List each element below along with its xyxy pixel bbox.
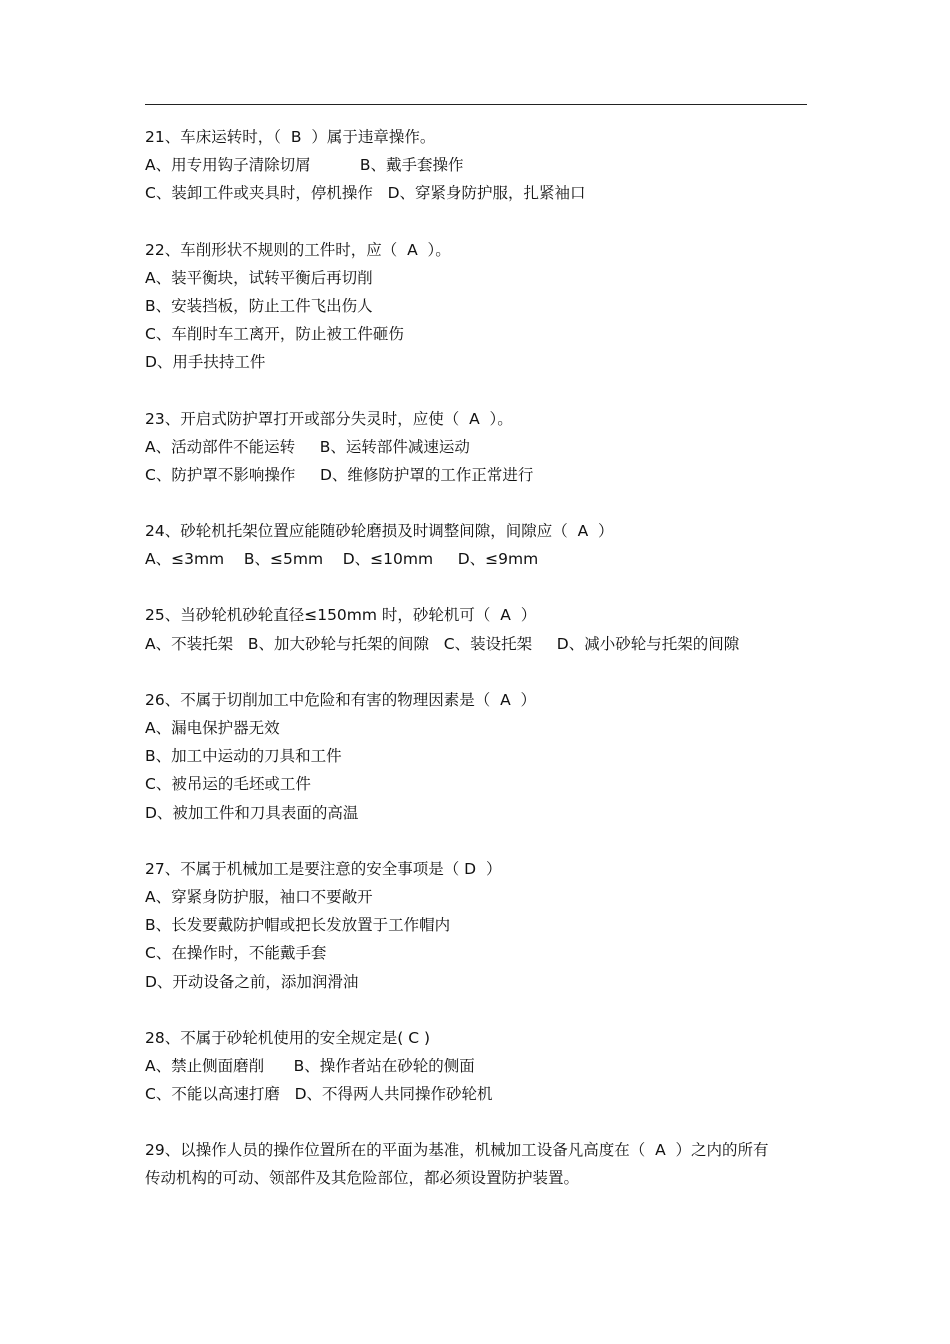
question-option-c: C、车削时车工离开，防止被工件砸伤 [145,325,404,344]
question-options: A、不装托架 B、加大砂轮与托架的间隙 C、装设托架 D、减小砂轮与托架的间隙 [145,634,740,653]
question-options: C、防护罩不影响操作 D、维修防护罩的工作正常进行 [145,465,534,484]
question-27 [145,855,810,996]
question-28 [145,1024,810,1109]
question-stem: 21、车床运转时，（ B ）属于违章操作。 [145,128,436,146]
question-option-d: D、被加工件和刀具表面的高温 [145,803,359,822]
question-option-d: D、开动设备之前，添加润滑油 [145,972,359,991]
question-options: C、不能以高速打磨 D、不得两人共同操作砂轮机 [145,1085,493,1104]
question-26 [145,686,810,827]
question-option-b: B、长发要戴防护帽或把长发放置于工作帽内 [145,916,451,935]
question-stem: 24、砂轮机托架位置应能随砂轮磨损及时调整间隙，间隙应（ A ） [145,522,614,541]
question-24 [145,517,810,573]
question-23 [145,405,810,490]
question-stem-continued: 传动机构的可动、领部件及其危险部位，都必须设置防护装置。 [145,1169,580,1188]
question-list [145,123,810,1221]
question-options: A、≤3mm B、≤5mm D、≤10mm D、≤9mm [145,550,539,569]
question-option-d: D、用手扶持工件 [145,353,266,372]
question-25 [145,601,810,657]
question-22 [145,236,810,377]
question-option-c: C、在操作时，不能戴手套 [145,944,327,963]
question-options: A、用专用钩子清除切屑 B、戴手套操作 [145,156,464,175]
question-stem: 27、不属于机械加工是要注意的安全事项是（ D ） [145,859,502,878]
question-21 [145,123,810,208]
question-29 [145,1136,810,1192]
question-stem: 29、以操作人员的操作位置所在的平面为基准，机械加工设备凡高度在（ A ）之内的所有 [145,1141,769,1160]
question-stem: 23、开启式防护罩打开或部分失灵时，应使（ A ）。 [145,409,513,428]
question-option-a: A、装平衡块，试转平衡后再切削 [145,268,373,287]
question-stem: 26、不属于切削加工中危险和有害的物理因素是（ A ） [145,690,537,709]
question-option-a: A、穿紧身防护服，袖口不要敞开 [145,887,373,906]
question-option-a: A、漏电保护器无效 [145,719,280,737]
header-rule [145,104,807,105]
question-stem: 25、当砂轮机砂轮直径≤150mm 时，砂轮机可（ A ） [145,606,537,625]
question-stem: 22、车削形状不规则的工件时，应（ A ）。 [145,240,451,259]
question-option-c: C、被吊运的毛坯或工件 [145,775,311,794]
question-options: C、装卸工件或夹具时，停机操作 D、穿紧身防护服，扎紧袖口 [145,184,586,203]
question-stem: 28、不属于砂轮机使用的安全规定是( C ) [145,1028,430,1047]
question-option-b: B、安装挡板，防止工件飞出伤人 [145,296,373,315]
question-options: A、活动部件不能运转 B、运转部件减速运动 [145,437,470,456]
question-option-b: B、加工中运动的刀具和工件 [145,747,342,766]
question-options: A、禁止侧面磨削 B、操作者站在砂轮的侧面 [145,1056,475,1075]
